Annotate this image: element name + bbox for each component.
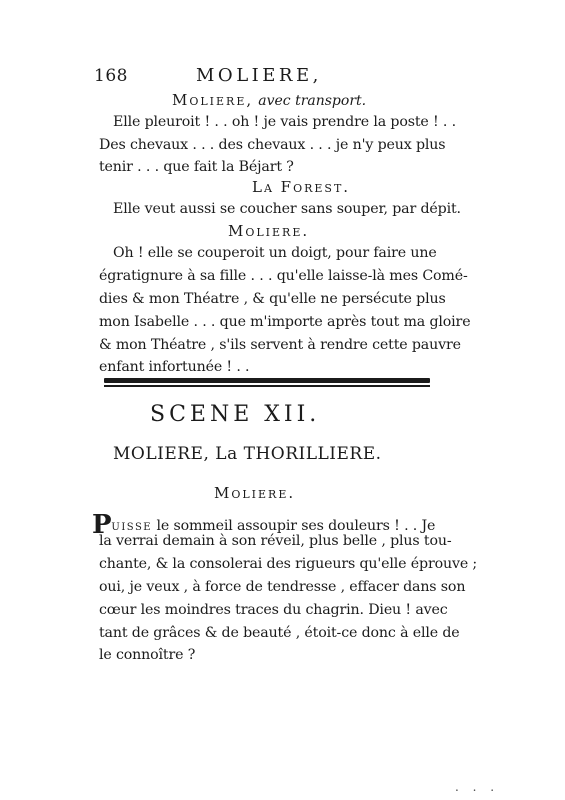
scene-divider-rule — [104, 378, 430, 383]
speaker-name-moliere: Moliere. — [228, 222, 310, 240]
speech-line: cœur les moindres traces du chagrin. Dieu ! avec — [99, 602, 448, 618]
speech-line: le connoître ? — [99, 647, 196, 663]
speaker-heading-moliere-transport — [172, 90, 366, 109]
drop-initial: P — [92, 510, 112, 540]
speech-line: oui, je veux , à force de tendresse , effacer dans son — [99, 579, 466, 595]
speaker-name-la-forest: La Forest. — [252, 178, 351, 196]
speaker-name: Moliere, — [172, 91, 254, 109]
speech-line: la verrai demain à son réveil, plus belle , plus tou- — [99, 533, 452, 549]
initial-word-rest: uisse — [111, 518, 153, 534]
speaker-name-moliere-scene-xii: Moliere. — [214, 484, 296, 502]
speech-line: chante, & la consolerai des rigueurs qu'elle éprouve ; — [99, 556, 478, 572]
speech-line: & mon Théatre , s'ils servent à rendre cette pauvre — [99, 337, 461, 353]
speech-line: dies & mon Théatre , & qu'elle ne persécute plus — [99, 291, 446, 307]
stage-direction: avec transport. — [258, 93, 367, 109]
speech-line: égratignure à sa fille . . . qu'elle laisse-là mes Comé- — [99, 268, 468, 284]
running-title: MOLIERE, — [196, 65, 322, 86]
catchword-dots: . . . — [455, 780, 500, 794]
speech-line: mon Isabelle . . . que m'importe après tout ma gloire — [99, 314, 471, 330]
scene-title: SCENE XII. — [150, 402, 321, 427]
speech-line: tant de grâces & de beauté , étoit-ce donc à elle de — [99, 625, 460, 641]
page-number: 168 — [94, 66, 128, 86]
speech-line: tenir . . . que fait la Béjart ? — [99, 159, 294, 175]
speech-line: Elle veut aussi se coucher sans souper, par dépit. — [113, 201, 461, 217]
speech-line: enfant infortunée ! . . — [99, 359, 250, 375]
scene-divider-rule-thin — [104, 385, 430, 387]
speech-line: Elle pleuroit ! . . oh ! je vais prendre la poste ! . . — [113, 114, 456, 130]
first-line-text: le sommeil assoupir ses douleurs ! . . Je — [152, 518, 436, 534]
speech-line: Oh ! elle se couperoit un doigt, pour faire une — [113, 245, 437, 261]
speech-line: Des chevaux . . . des chevaux . . . je n'y peux plus — [99, 137, 446, 153]
scene-characters: MOLIERE, La THORILLIERE. — [113, 444, 382, 464]
